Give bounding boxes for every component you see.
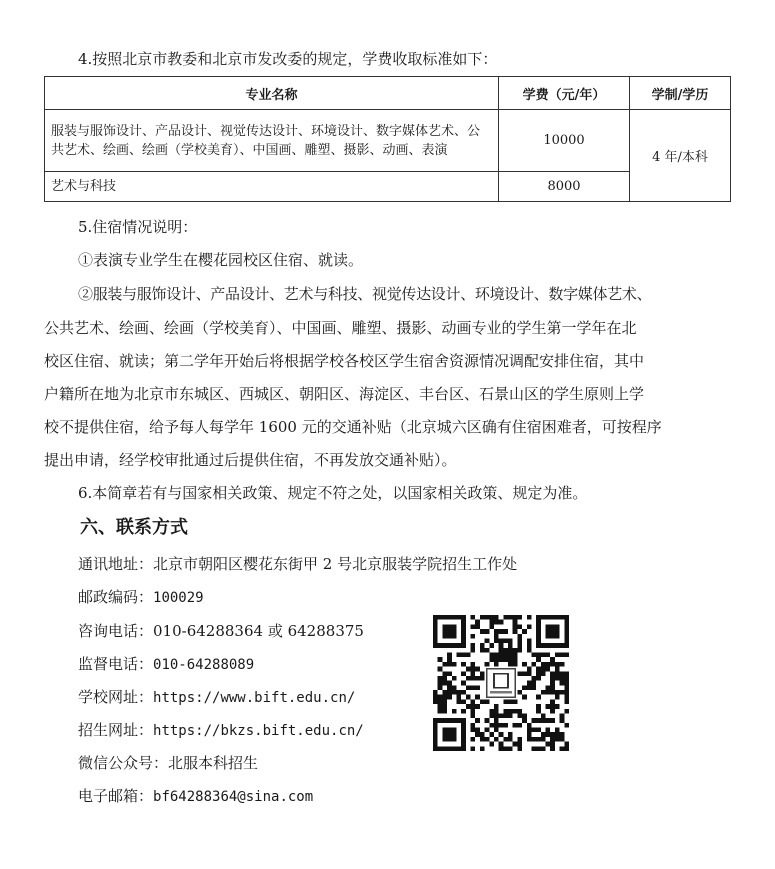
accommodation-note-2-line: 校不提供住宿，给予每人每学年 1600 元的交通补贴（北京城六区确有住宿困难者，可按程序 bbox=[44, 418, 662, 436]
contact-address bbox=[78, 553, 517, 574]
contact-label: 学校网址： bbox=[78, 688, 154, 706]
fee-cell: 10000 bbox=[499, 110, 630, 171]
duration-cell: 4 年/本科 bbox=[630, 110, 731, 202]
contact-consult-phone bbox=[78, 620, 364, 641]
tuition-fee-table bbox=[44, 76, 731, 202]
accommodation-note-2-line: ②服装与服饰设计、产品设计、艺术与科技、视觉传达设计、环境设计、数字媒体艺术、 bbox=[78, 285, 652, 303]
qr-code-icon bbox=[433, 615, 569, 751]
header-duration: 学制/学历 bbox=[630, 77, 731, 110]
contact-value: 北服本科招生 bbox=[168, 754, 259, 772]
contact-label: 监督电话： bbox=[78, 655, 154, 673]
policy-note: 6.本简章若有与国家相关政策、规定不符之处，以国家相关政策、规定为准。 bbox=[78, 484, 588, 502]
contact-supervise-phone bbox=[78, 653, 254, 674]
contact-admission-website bbox=[78, 719, 364, 740]
accommodation-title: 5.住宿情况说明： bbox=[78, 218, 198, 236]
fee-standard-intro: 4.按照北京市教委和北京市发改委的规定，学费收取标准如下： bbox=[78, 50, 498, 68]
contact-label: 招生网址： bbox=[78, 721, 154, 739]
contact-school-website bbox=[78, 686, 355, 707]
contact-label: 邮政编码： bbox=[78, 588, 154, 606]
contact-wechat bbox=[78, 752, 258, 773]
school-website-link[interactable]: https://www.bift.edu.cn/ bbox=[153, 690, 356, 706]
accommodation-note-2-line: 公共艺术、绘画、绘画（学校美育）、中国画、雕塑、摄影、动画专业的学生第一学年在北 bbox=[44, 319, 637, 337]
accommodation-note-2-line: 校区住宿、就读；第二学年开始后将根据学校各校区学生宿舍资源情况调配安排住宿，其中 bbox=[44, 352, 645, 370]
fee-cell: 8000 bbox=[499, 171, 630, 201]
accommodation-note-2-line: 提出申请，经学校审批通过后提供住宿，不再发放交通补贴）。 bbox=[44, 451, 457, 469]
contact-value: 010-64288089 bbox=[153, 657, 255, 673]
email-link[interactable]: bf64288364@sina.com bbox=[153, 789, 314, 805]
contact-label: 咨询电话： bbox=[78, 622, 154, 640]
contact-email bbox=[78, 785, 313, 806]
major-cell: 服装与服饰设计、产品设计、视觉传达设计、环境设计、数字媒体艺术、公共艺术、绘画、绘画（学校美育）、中国画、雕塑、摄影、动画、表演 bbox=[45, 110, 499, 171]
contact-label: 电子邮箱： bbox=[78, 787, 154, 805]
table-row bbox=[45, 171, 731, 201]
accommodation-note-2-line: 户籍所在地为北京市东城区、西城区、朝阳区、海淀区、丰台区、石景山区的学生原则上学 bbox=[44, 385, 645, 403]
section-title-contact: 六、联系方式 bbox=[80, 517, 188, 538]
contact-label: 通讯地址： bbox=[78, 555, 154, 573]
header-fee: 学费（元/年） bbox=[499, 77, 630, 110]
admission-website-link[interactable]: https://bkzs.bift.edu.cn/ bbox=[153, 723, 364, 739]
contact-postcode bbox=[78, 586, 204, 607]
major-cell: 艺术与科技 bbox=[45, 171, 499, 201]
accommodation-note-1: ①表演专业学生在樱花园校区住宿、就读。 bbox=[78, 251, 364, 269]
table-header-row bbox=[45, 77, 731, 110]
contact-label: 微信公众号： bbox=[78, 754, 169, 772]
contact-value: 北京市朝阳区樱花东街甲 2 号北京服装学院招生工作处 bbox=[153, 555, 518, 573]
header-major: 专业名称 bbox=[45, 77, 499, 110]
table-row bbox=[45, 110, 731, 171]
contact-value: 010-64288364 或 64288375 bbox=[153, 622, 364, 640]
contact-value: 100029 bbox=[153, 590, 204, 606]
